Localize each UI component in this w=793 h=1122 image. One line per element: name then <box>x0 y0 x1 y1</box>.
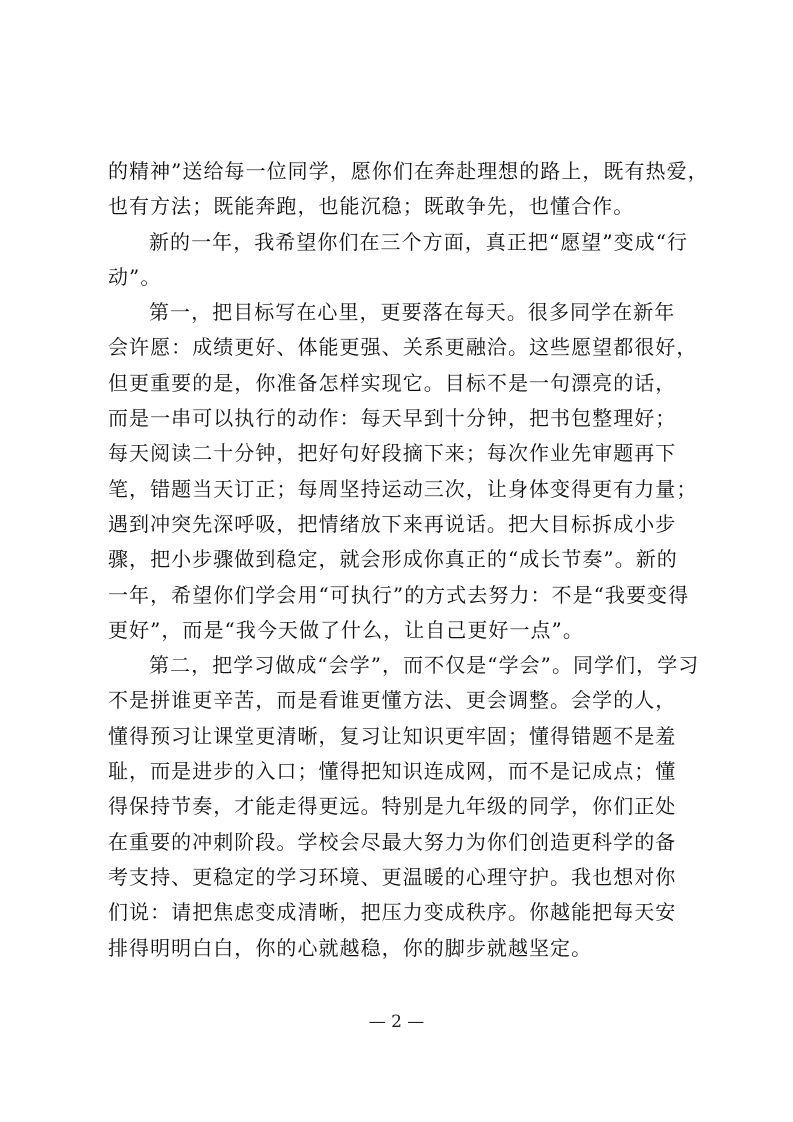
page-number: — 2 — <box>368 1012 425 1032</box>
text-line: 更好”，而是“我今天做了什么，让自己更好一点”。 <box>108 617 584 642</box>
paragraph-4 <box>108 648 700 966</box>
paragraph-2 <box>108 225 688 296</box>
text-line: 在重要的冲刺阶段。学校会尽最大努力为你们创造更科学的备 <box>108 829 677 854</box>
text-line: 每天阅读二十分钟，把好句好段摘下来；每次作业先审题再下 <box>108 441 677 466</box>
text-line: 们说：请把焦虑变成清晰，把压力变成秩序。你越能把每天安 <box>108 900 677 925</box>
text-line: 会许愿：成绩更好、体能更强、关系更融洽。这些愿望都很好， <box>108 335 698 360</box>
document-body <box>108 154 709 966</box>
text-line: 耻，而是进步的入口；懂得把知识连成网，而不是记成点；懂 <box>108 759 677 784</box>
text-line: 考支持、更稳定的学习环境、更温暖的心理守护。我也想对你 <box>108 864 677 889</box>
text-line: 一年，希望你们学会用“可执行”的方式去努力：不是“我要变得 <box>108 582 690 607</box>
paragraph-1 <box>108 154 709 225</box>
text-line: 得保持节奏，才能走得更远。特别是九年级的同学，你们正处 <box>108 794 677 819</box>
text-line: 不是拼谁更辛苦，而是看谁更懂方法、更会调整。会学的人， <box>108 688 677 713</box>
text-line: 但更重要的是，你准备怎样实现它。目标不是一句漂亮的话， <box>108 370 677 395</box>
paragraph-3 <box>108 295 698 648</box>
text-line: 而是一串可以执行的动作：每天早到十分钟，把书包整理好； <box>108 406 677 431</box>
text-line: 懂得预习让课堂更清晰，复习让知识更牢固；懂得错题不是羞 <box>108 723 677 748</box>
text-line: 的精神”送给每一位同学，愿你们在奔赴理想的路上，既有热爱， <box>108 159 709 183</box>
text-line: 新的一年，我希望你们在三个方面，真正把“愿望”变成“行 <box>149 229 689 254</box>
text-line: 也有方法；既能奔跑，也能沉稳；既敢争先，也懂合作。 <box>108 194 635 219</box>
text-line: 第二，把学习做成“会学”，而不仅是“学会”。同学们，学习 <box>149 653 700 678</box>
text-line: 第一，把目标写在心里，更要落在每天。很多同学在新年 <box>149 300 676 325</box>
text-line: 动”。 <box>108 264 162 289</box>
text-line: 排得明明白白，你的心就越稳，你的脚步就越坚定。 <box>108 935 593 960</box>
text-line: 骤，把小步骤做到稳定，就会形成你真正的“成长节奏”。新的 <box>108 547 678 572</box>
text-line: 笔，错题当天订正；每周坚持运动三次，让身体变得更有力量； <box>108 476 698 501</box>
text-line: 遇到冲突先深呼吸，把情绪放下来再说话。把大目标拆成小步 <box>108 511 677 536</box>
